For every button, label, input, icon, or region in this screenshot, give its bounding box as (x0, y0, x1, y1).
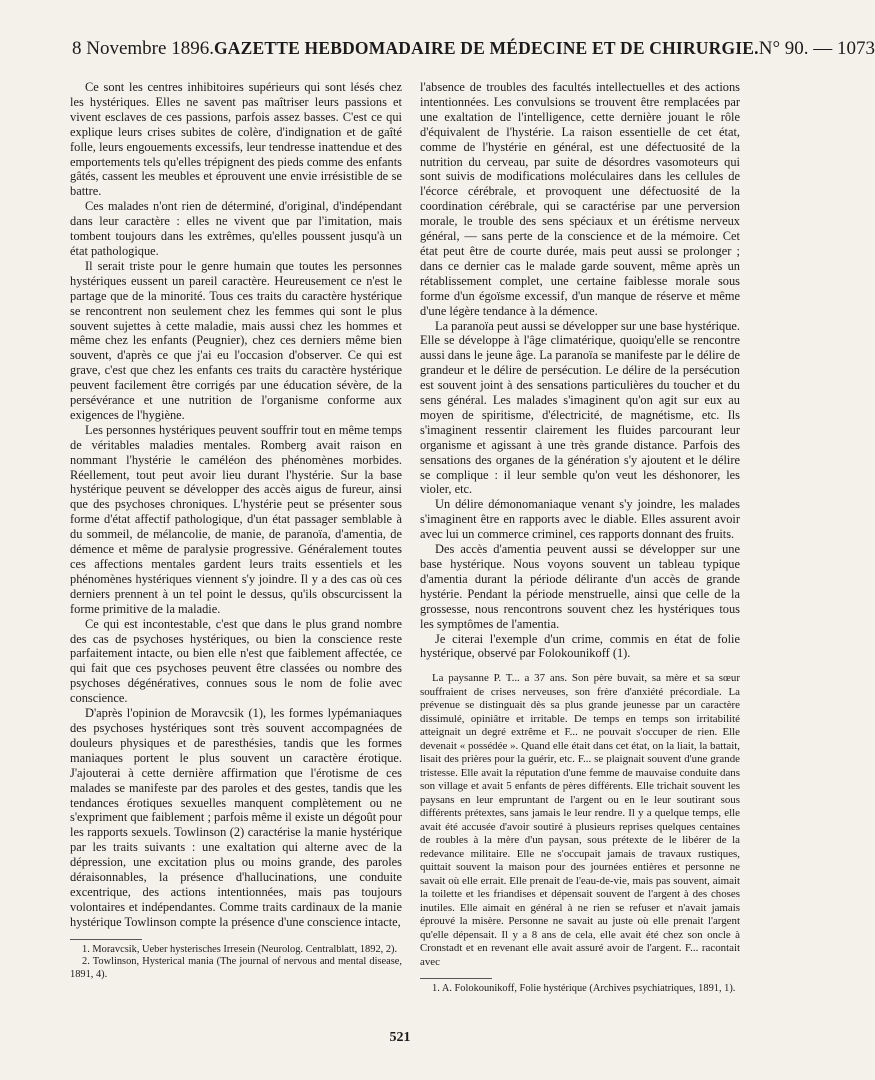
paragraph: La paranoïa peut aussi se développer sur une base hystérique. Elle se développe à l'âge climatérique, quoiqu'elle se rencontre aussi dans le jeune âge. La paranoïa se manifeste par le délire de grandeur et le délire de persécution. Le délire de la persécution est souvent joint à des sensations particulières du toucher et du sens général. Les malades s'imaginent qu'on agit sur eux au moyen de spiritisme, d'électricité, de magnétisme, etc. Ils s'imaginent ressentir clairement les fluides parcourant leur organisme et agissant à une très grande distance. Parfois des sensations des organes de la génération s'y ajoutent et le délire se complique : il leur semble qu'on veut les déshonorer, les violer, etc. (420, 318, 740, 497)
paragraph: Ces malades n'ont rien de déterminé, d'original, d'indépendant dans leur caractère : elles ne vivent que par l'imitation, mais tombent toujours dans les extrêmes, qu'elles poussent jusqu'à un état pathologique. (70, 199, 402, 258)
footnote: 1. A. Folokounikoff, Folie hystérique (Archives psychiatriques, 1891, 1). (432, 983, 736, 995)
paragraph: Ce sont les centres inhibitoires supérieurs qui sont lésés chez les hystériques. Elles ne savent pas maîtriser leurs passions et vivent esclaves de ces passions, parfois assez basses. C'est ce qui explique leurs crises subites de colère, d'indignation et de gaîté folle, leurs engouements excessifs, leur tendresse inattendue et des emportements tels qu'elles trépignent des pieds comme des enfants gâtés, cassent les meubles et éprouvent une envie irrésistible de se battre. (70, 80, 402, 199)
paragraph: l'absence de troubles des facultés intellectuelles et des actions intentionnées. Les convulsions se trouvent être remplacées par une exaltation de l'intelligence, cette dernière jouant le rôle d'équivalent de l'hystérie. La raison essentielle de cet état, comme de l'hystérie en général, est une défectuosité de la nutrition du cerveau, par suite de désordres vasomoteurs qui sont suivis de modifications moléculaires dans les cellules de l'écorce cérébrale, et provoquent une défectuosité de la coordination cérébrale, qui se caractérise par une perversion morale, le trouble des sens spéciaux et un érétisme nerveux général, — sans perte de la conscience et de la mémoire. Cet état peut être de courte durée, mais peut aussi se prolonger ; dans ce dernier cas le malade garde souvent, même après un rétablissement complet, une certaine faiblesse morale sous forme d'un égoïsme excessif, d'un manque de réserve et même d'une légère tendance à la démence. (420, 80, 740, 318)
footnote-divider (70, 939, 142, 940)
header-date: 8 Novembre 1896. (72, 38, 214, 59)
paragraph: Un délire démonomaniaque venant s'y joindre, les malades s'imaginent être en rapports avec le diable. Elles assurent avoir avec lui un commerce criminel, ces rapports donnant des fruits. (420, 497, 740, 542)
left-footnotes (70, 944, 402, 982)
paragraph: D'après l'opinion de Moravcsik (1), les formes lypémaniaques des psychoses hystériques sont très souvent accompagnées de douleurs physiques et de paresthésies, tandis que les formes maniaques portent le plus souvent un caractère érotique. J'ajouterai à cette dernière affirmation que l'érotisme de ces malades se manifeste par des paroles et des gestes, tandis que les tendances érotiques sexuelles manquent complètement ou ne s'expriment que faiblement ; parfois même il existe un dégoût pour les rapports sexuels. Towlinson (2) caractérise la manie hystérique par les traits suivants : une exaltation qui alterne avec de la dépression, une excitation plus ou moins grande, des paroles déraisonnables, la présence d'hallucinations, une conduite excentrique, des actions intentionnées, mais pas toujours volontaires et indépendantes. Comme traits cardinaux de la manie hystérique Towlinson compte la présence d'une conscience intacte, (70, 706, 402, 929)
footnote: 2. Towlinson, Hysterical mania (The journal of nervous and mental disease, 1891, 4). (70, 956, 402, 981)
right-column (420, 80, 740, 996)
paragraph: Il serait triste pour le genre humain que toutes les personnes hystériques eussent un pareil caractère. Heureusement ce n'est le partage que de la minorité. Tous ces traits du caractère hystérique se rencontrent non seulement chez les femmes qui sont le plus souvent sujettes à cette maladie, mais aussi chez les hommes et même chez les enfants (Peugnier), chez ces derniers même bien souvent, d'après ce que j'ai eu l'occasion d'observer. Ce qui est grave, c'est que chez les enfants ces traits du caractère hystérique peuvent facilement être corrigés par une éducation sévère, de la persévérance et une nutrition de l'organisme conforme aux exigences de l'hygiène. (70, 258, 402, 422)
left-column (70, 80, 402, 982)
paragraph: Je citerai l'exemple d'un crime, commis en état de folie hystérique, observé par Folokounikoff (1). (420, 631, 740, 661)
footnote-divider (420, 978, 492, 979)
footnote: 1. Moravcsik, Ueber hysterisches Irresein (Neurolog. Centralblatt, 1892, 2). (82, 943, 398, 955)
case-report-quote (420, 672, 740, 969)
paragraph: Les personnes hystériques peuvent souffrir tout en même temps de véritables maladies mentales. Romberg avait raison en nommant l'hystérie le caméléon des phénomènes morbides. Réellement, tout peut avoir lieu durant l'hystérie. Sur la base hystérique peuvent se développer des accès aigus de fureur, ainsi que des psychoses chroniques. L'hystérie peut se présenter sous forme d'état affectif pathologique, d'un état passager semblable à du sommeil, de mélancolie, de manie, de paranoïa, d'amentia, de démence et même de paralysie progressive. Généralement toutes ces affections mentales gardent leurs traits essentiels et les phénomènes hystériques viennent s'y joindre. Il y a des cas où ces derniers prennent à un tel point le dessus, qu'ils obscurcissent la forme primitive de la maladie. (70, 422, 402, 616)
page-number: 521 (389, 1030, 411, 1045)
paragraph: Ce qui est incontestable, c'est que dans le plus grand nombre des cas de psychoses hystériques, ou bien la conscience reste parfaitement intacte, ou bien elle n'est que faiblement affectée, ce qui fait que ces psychoses peuvent être classées ou nombre des psychoses dégénératives, connues sous le nom de folie avec conscience. (70, 616, 402, 706)
paragraph: Des accès d'amentia peuvent aussi se développer sur une base hystérique. Nous voyons souvent un tableau typique d'amentia durant la période délirante d'un accès de grande hystérie. Pendant la période menstruelle, ainsi que celle de la grossesse, nous rencontrons souvent chez les hystériques tous les symptômes de l'amentia. (420, 542, 740, 631)
quote-paragraph: La paysanne P. T... a 37 ans. Son père buvait, sa mère et sa sœur souffraient de crises nerveuses, son frère d'anxiété précordiale. La prévenue se distinguait dès sa plus grande jeunesse par un caractère dissimulé, opiniâtre et irritable. De temps en temps son irritabilité atteignait un degré extrême et F... ne pouvait s'occuper de rien. Elle devenait « possédée ». Quand elle était dans cet état, on la liait, la battait, lisait des prières pour la guérir, etc. F... se plaignait souvent d'une grande tristesse. Elle avait la réputation d'une femme de mauvaise conduite dans son village et avait 5 enfants de pères différents. Elle trichait souvent les paysans en leur empruntant de l'argent ou en le leur soutirant sous différents prétextes, sans jamais le leur rendre. Il y a quelque temps, elle avait été accusée d'avoir soutiré à plusieurs reprises quelques centaines de roubles à la mère d'un paysan, sous prétexte de le libérer de la redevance militaire. Elle ne s'occupait jamais de travaux rustiques, quittait souvent la maison pour des journées entières et personne ne savait où elle errait. Elle prenait de l'eau-de-vie, mais pas souvent, aimait la toilette et les friandises et dépensait souvent de l'argent à des choses inutiles. Elle aimait en général à ne rien se refuser et n'avait jamais éprouvé la misère. Personne ne savait au juste où elle prenait l'argent qu'elle dépensait. Il y a 8 ans de cela, elle avait été chez son oncle à Cronstadt et en revenant elle avait assuré avoir de l'argent. F... racontait avec (420, 672, 740, 968)
running-header (72, 38, 875, 64)
header-journal-title: GAZETTE HEBDOMADAIRE DE MÉDECINE ET DE CHIRURGIE. (213, 38, 759, 58)
right-footnotes (420, 983, 740, 996)
header-issue-page: N° 90. — 1073 (758, 38, 875, 59)
